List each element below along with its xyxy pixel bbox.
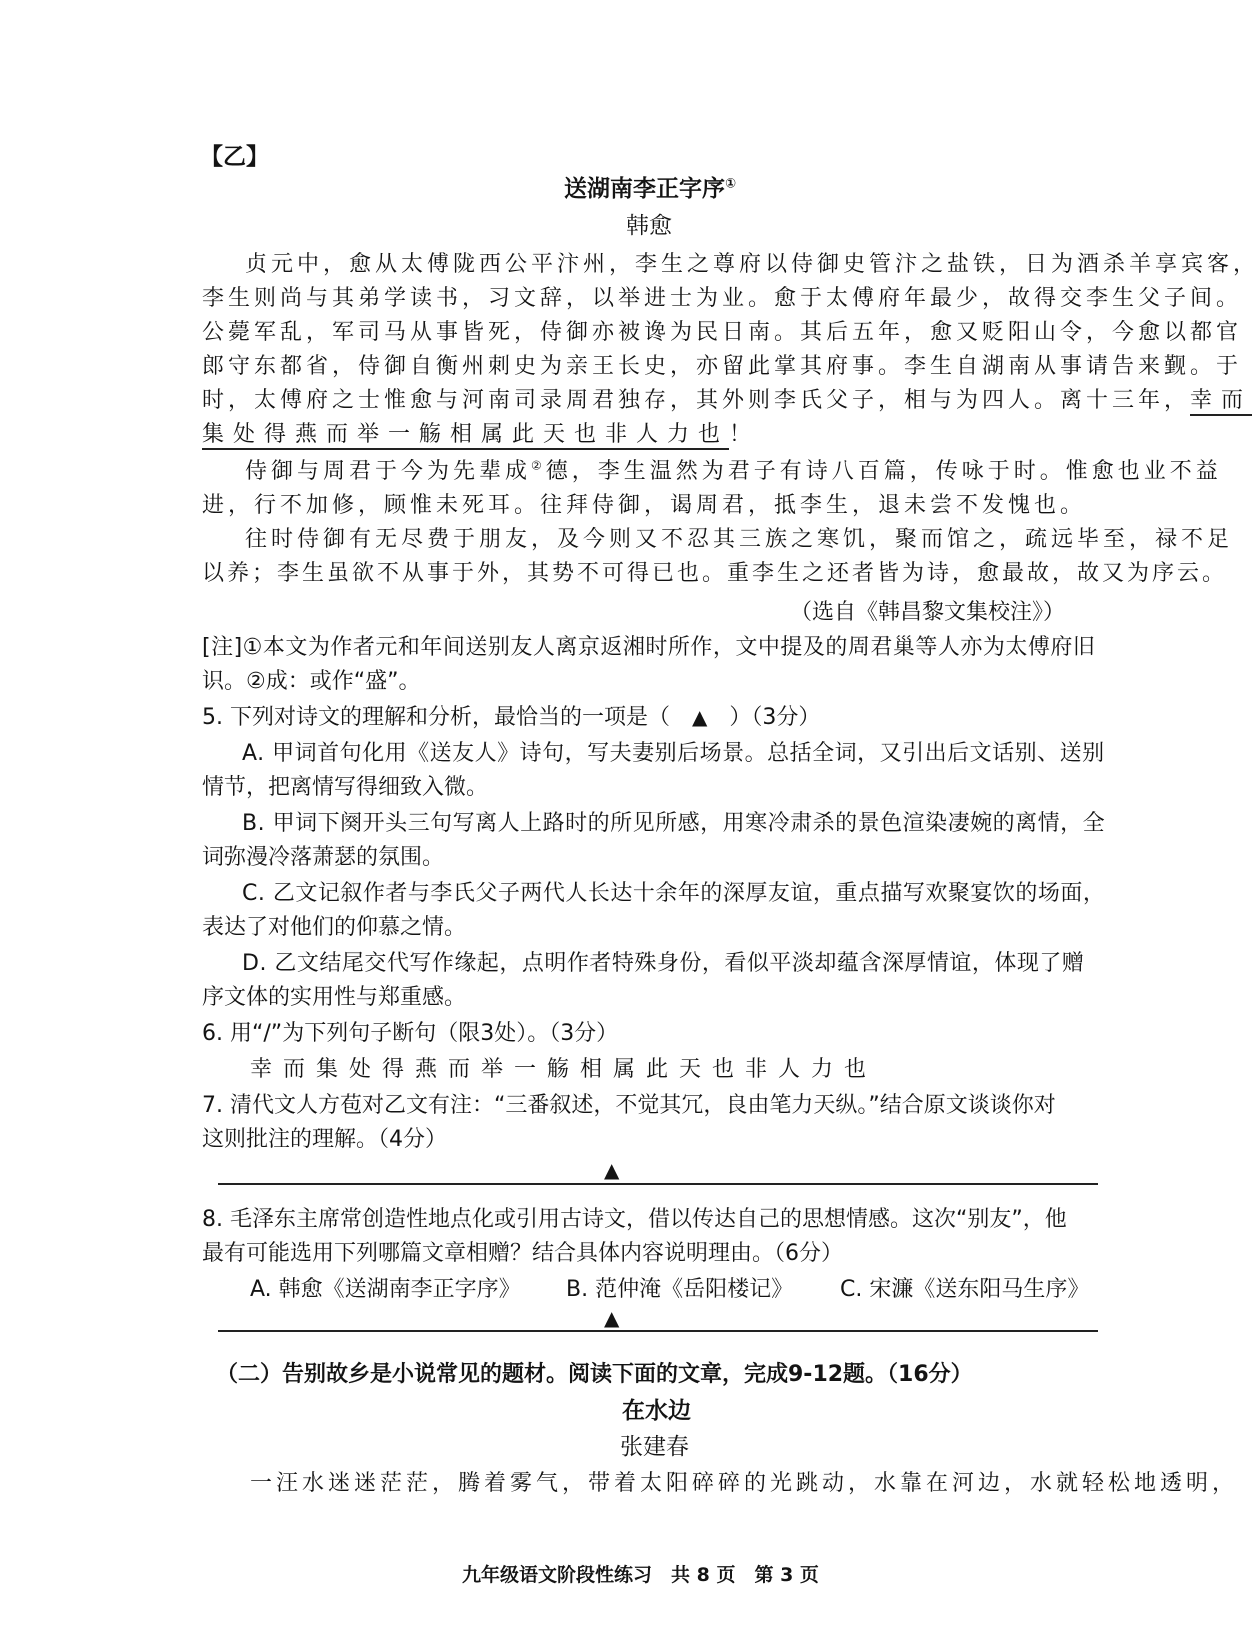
q7-answer-triangle-icon: ▲	[604, 1158, 620, 1182]
q5-option-c-line-1: C. 乙文记叙作者与李氏父子两代人长达十余年的深厚友谊，重点描写欢聚宴饮的场面，	[242, 881, 1106, 906]
p2-line-1	[245, 454, 1222, 485]
q6-stem: 6. 用“/”为下列句子断句（限3处）。（3分）	[202, 1021, 619, 1046]
p2-line-1-b: 德，李生温然为君子有诗八百篇，传咏于时。惟愈也业不益	[545, 459, 1222, 484]
p1-line-4: 郎守东都省，侍御自衡州刺史为亲王长史，亦留此掌其府事。李生自湖南从事请告来觐。于	[202, 354, 1243, 379]
q6-sentence: 幸而集处得燕而举一觞相属此天也非人力也	[250, 1057, 878, 1082]
q8-option-c: C. 宋濂《送东阳马生序》	[840, 1277, 1090, 1302]
article-title-text: 送湖南李正字序	[564, 176, 725, 202]
answer-line	[218, 1330, 1098, 1332]
p1-line-5	[202, 383, 1252, 414]
answer-line	[218, 1183, 1098, 1185]
q7-line-1: 7. 清代文人方苞对乙文有注：“三番叙述，不觉其冗，良由笔力天纵。”结合原文谈谈你对	[202, 1093, 1056, 1118]
story-first-line: 一汪水迷迷茫茫，腾着雾气，带着太阳碎碎的光跳动，水靠在河边，水就轻松地透明，	[250, 1471, 1239, 1496]
article-title	[564, 170, 736, 203]
article-source: （选自《韩昌黎文集校注》）	[790, 600, 1066, 625]
note-line-2: 识。②成：或作“盛”。	[202, 669, 421, 694]
p1-line-2: 李生则尚与其弟学读书，习文辞，以举进士为业。愈于太傅府年最少，故得交李生父子间。	[202, 286, 1243, 311]
note-line-1: [注]①本文为作者元和年间送别友人离京返湘时所作，文中提及的周君巢等人亦为太傅府旧	[202, 635, 1096, 660]
q5-option-b-line-1: B. 甲词下阕开头三句写离人上路时的所见所感，用寒冷肃杀的景色渲染凄婉的离情，全	[242, 811, 1106, 836]
underlined-phrase: 集处得燕而举一觞相属此天也非人力也	[202, 422, 729, 450]
section-label: 【乙】	[200, 144, 269, 170]
p1-line-6	[202, 417, 751, 448]
q5-option-a-line-2: 情节，把离情写得细致入微。	[202, 775, 489, 800]
story-author: 张建春	[620, 1434, 689, 1460]
q5-option-d-line-2: 序文体的实用性与郑重感。	[202, 985, 467, 1010]
q5-option-c-line-2: 表达了对他们的仰慕之情。	[202, 915, 467, 940]
p1-line-6-end: ！	[729, 422, 752, 447]
story-title: 在水边	[622, 1398, 691, 1424]
q8-option-a: A. 韩愈《送湖南李正字序》	[250, 1277, 521, 1302]
answer-triangle-icon: ▲	[692, 705, 708, 729]
q7-line-2: 这则批注的理解。（4分）	[202, 1127, 447, 1152]
q5-option-a-line-1: A. 甲词首句化用《送友人》诗句，写夫妻别后场景。总括全词，又引出后文话别、送别	[242, 741, 1105, 766]
footnote-mark-2: ②	[531, 458, 546, 473]
p1-line-5-text: 时，太傅府之士惟愈与河南司录周君独存，其外则李氏父子，相与为四人。离十三年，	[202, 388, 1191, 413]
q8-answer-triangle-icon: ▲	[604, 1306, 620, 1330]
q5-option-b-line-2: 词弥漫冷落萧瑟的氛围。	[202, 845, 445, 870]
q8-option-b: B. 范仲淹《岳阳楼记》	[566, 1277, 794, 1302]
q8-line-1: 8. 毛泽东主席常创造性地点化或引用古诗文，借以传达自己的思想情感。这次“别友”，他	[202, 1207, 1067, 1232]
p1-line-1: 贞元中，愈从太傅陇西公平汴州，李生之尊府以侍御史管汴之盐铁，日为酒杀羊享宾客，	[245, 252, 1259, 277]
title-footnote-mark: ①	[725, 176, 737, 192]
p2-line-2: 进，行不加修，顾惟未死耳。往拜侍御，谒周君，抵李生，退未尝不发愧也。	[202, 493, 1087, 518]
q8-line-2: 最有可能选用下列哪篇文章相赠？结合具体内容说明理由。（6分）	[202, 1241, 843, 1266]
q5-stem-text: 5. 下列对诗文的理解和分析，最恰当的一项是（	[202, 705, 670, 730]
q5-option-d-line-1: D. 乙文结尾交代写作缘起，点明作者特殊身份，看似平淡却蕴含深厚情谊，体现了赠	[242, 951, 1085, 976]
p1-line-3: 公薨军乱，军司马从事皆死，侍御亦被谗为民日南。其后五年，愈又贬阳山令，今愈以都官	[202, 320, 1243, 345]
q5-stem	[202, 700, 820, 731]
q5-score: ）（3分）	[729, 705, 821, 730]
page-footer: 九年级语文阶段性练习 共 8 页 第 3 页	[462, 1564, 819, 1586]
p2-line-1-a: 侍御与周君于今为先辈成	[245, 459, 532, 484]
p3-line-1: 往时侍御有无尽费于朋友，及今则又不忍其三族之寒饥，聚而馆之，疏远毕至，禄不足	[245, 527, 1234, 552]
p3-line-2: 以养；李生虽欲不从事于外，其势不可得已也。重李生之还者皆为诗，愈最故，故又为序云。	[202, 561, 1228, 586]
section2-heading: （二）告别故乡是小说常见的题材。阅读下面的文章，完成9-12题。（16分）	[216, 1362, 973, 1387]
underlined-phrase-start: 幸而	[1190, 388, 1252, 416]
article-author: 韩愈	[626, 213, 672, 239]
